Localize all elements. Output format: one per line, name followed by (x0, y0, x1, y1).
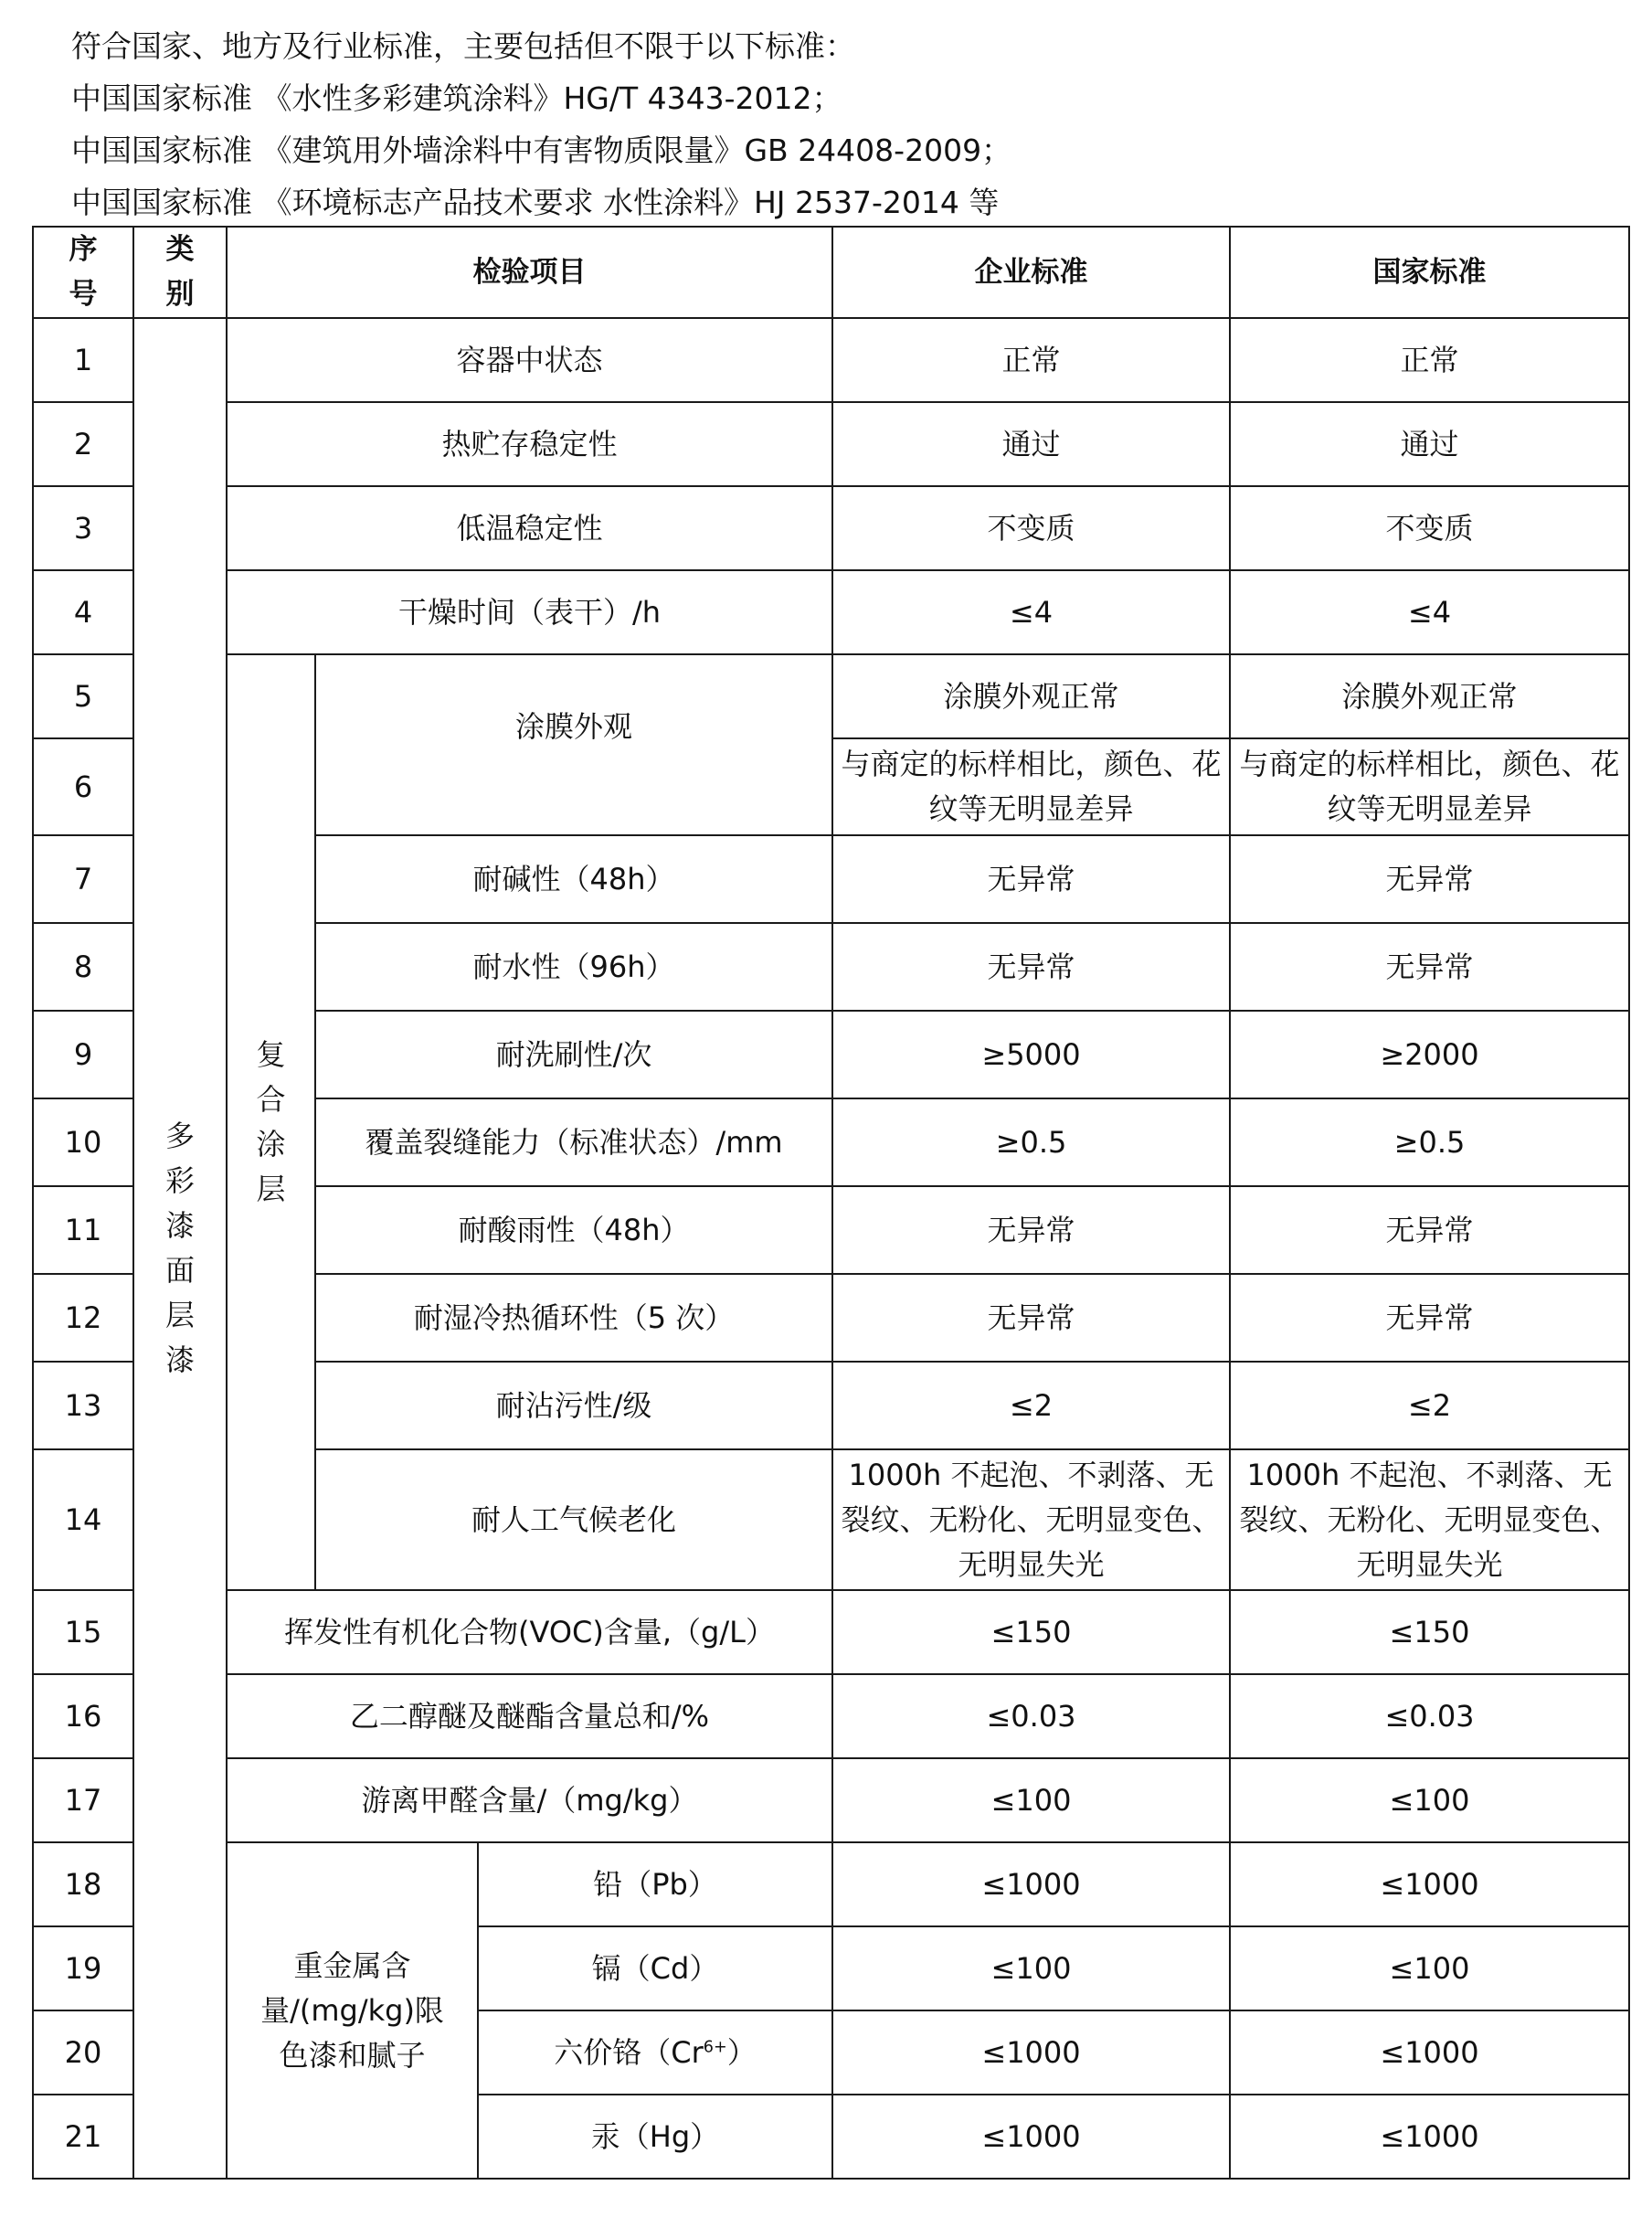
row-item: 汞（Hg） (478, 2095, 832, 2179)
table-row (33, 1590, 1629, 1674)
category-cell: 多彩漆面层漆 (133, 318, 227, 2179)
header-national: 国家标准 (1230, 227, 1629, 318)
row-enterprise: ≤1000 (832, 1842, 1230, 1926)
row-item: 耐酸雨性（48h） (315, 1186, 832, 1274)
item-text-tail: ） (726, 2034, 757, 2070)
composite-group-cell: 复合涂层 (227, 654, 315, 1590)
table-row (33, 570, 1629, 654)
intro-line: 中国国家标准 《水性多彩建筑涂料》HG/T 4343-2012； (71, 80, 842, 116)
row-no: 8 (33, 923, 133, 1011)
row-no: 9 (33, 1011, 133, 1098)
row-no: 5 (33, 654, 133, 738)
row-national: ≤4 (1230, 570, 1629, 654)
inspection-table (32, 226, 1630, 2180)
row-national: 无异常 (1230, 923, 1629, 1011)
row-no: 16 (33, 1674, 133, 1758)
row-item: 耐湿冷热循环性（5 次） (315, 1274, 832, 1362)
row-enterprise: ≤4 (832, 570, 1230, 654)
intro-line: 中国国家标准 《环境标志产品技术要求 水性涂料》HJ 2537-2014 等 (71, 185, 1000, 220)
header-item: 检验项目 (227, 227, 832, 318)
table-row (33, 1674, 1629, 1758)
row-item: 耐水性（96h） (315, 923, 832, 1011)
row-national: 不变质 (1230, 486, 1629, 570)
table-row (33, 402, 1629, 486)
row-national: 通过 (1230, 402, 1629, 486)
row-item: 覆盖裂缝能力（标准状态）/mm (315, 1098, 832, 1186)
row-no: 11 (33, 1186, 133, 1274)
row-item: 游离甲醛含量/（mg/kg） (227, 1758, 832, 1842)
row-national: ≤100 (1230, 1758, 1629, 1842)
item-text: 六价铬（Cr (554, 2034, 704, 2070)
row-item: 涂膜外观 (315, 654, 832, 835)
row-enterprise: ≤1000 (832, 2095, 1230, 2179)
row-item: 乙二醇醚及醚酯含量总和/% (227, 1674, 832, 1758)
row-no: 3 (33, 486, 133, 570)
row-national: ≤0.03 (1230, 1674, 1629, 1758)
row-item: 热贮存稳定性 (227, 402, 832, 486)
row-enterprise: 无异常 (832, 835, 1230, 923)
row-national: 1000h 不起泡、不剥落、无裂纹、无粉化、无明显变色、无明显失光 (1230, 1449, 1629, 1590)
row-no: 20 (33, 2010, 133, 2095)
row-national: 与商定的标样相比，颜色、花纹等无明显差异 (1230, 738, 1629, 835)
row-no: 18 (33, 1842, 133, 1926)
item-superscript: 6+ (703, 2037, 727, 2056)
row-national: ≥2000 (1230, 1011, 1629, 1098)
row-national: ≤100 (1230, 1926, 1629, 2010)
row-enterprise: ≤1000 (832, 2010, 1230, 2095)
row-item: 容器中状态 (227, 318, 832, 402)
row-item: 挥发性有机化合物(VOC)含量,（g/L） (227, 1590, 832, 1674)
row-no: 1 (33, 318, 133, 402)
table-row (33, 1758, 1629, 1842)
row-national: 无异常 (1230, 835, 1629, 923)
row-no: 15 (33, 1590, 133, 1674)
row-enterprise: 无异常 (832, 1274, 1230, 1362)
table-row (33, 1842, 1629, 1926)
row-enterprise: 通过 (832, 402, 1230, 486)
row-enterprise: 不变质 (832, 486, 1230, 570)
row-enterprise: 1000h 不起泡、不剥落、无裂纹、无粉化、无明显变色、无明显失光 (832, 1449, 1230, 1590)
row-no: 7 (33, 835, 133, 923)
header-enterprise: 企业标准 (832, 227, 1230, 318)
row-national: 无异常 (1230, 1186, 1629, 1274)
heavy-metal-group-cell: 重金属含量/(mg/kg)限色漆和腻子 (227, 1842, 478, 2179)
row-enterprise: 正常 (832, 318, 1230, 402)
row-item (478, 2010, 832, 2095)
row-national: ≤1000 (1230, 2095, 1629, 2179)
row-enterprise: 无异常 (832, 1186, 1230, 1274)
row-enterprise: 无异常 (832, 923, 1230, 1011)
row-national: 正常 (1230, 318, 1629, 402)
intro-line: 中国国家标准 《建筑用外墙涂料中有害物质限量》GB 24408-2009； (71, 133, 1012, 168)
row-national: ≤1000 (1230, 1842, 1629, 1926)
row-national: ≥0.5 (1230, 1098, 1629, 1186)
row-national: ≤150 (1230, 1590, 1629, 1674)
row-item: 耐碱性（48h） (315, 835, 832, 923)
intro-line: 符合国家、地方及行业标准，主要包括但不限于以下标准： (71, 28, 855, 64)
header-category: 类别 (133, 227, 227, 318)
row-enterprise: ≤2 (832, 1362, 1230, 1449)
header-seq: 序号 (33, 227, 133, 318)
standards-intro (71, 20, 1625, 228)
table-header-row (33, 227, 1629, 318)
row-enterprise: ≤100 (832, 1926, 1230, 2010)
row-item: 耐沾污性/级 (315, 1362, 832, 1449)
table-row (33, 654, 1629, 738)
row-item: 干燥时间（表干）/h (227, 570, 832, 654)
row-no: 21 (33, 2095, 133, 2179)
row-no: 12 (33, 1274, 133, 1362)
row-national: 涂膜外观正常 (1230, 654, 1629, 738)
row-item: 耐洗刷性/次 (315, 1011, 832, 1098)
row-no: 17 (33, 1758, 133, 1842)
row-no: 19 (33, 1926, 133, 2010)
row-no: 6 (33, 738, 133, 835)
row-no: 4 (33, 570, 133, 654)
row-enterprise: ≥0.5 (832, 1098, 1230, 1186)
row-no: 13 (33, 1362, 133, 1449)
row-enterprise: ≤100 (832, 1758, 1230, 1842)
row-enterprise: ≤150 (832, 1590, 1230, 1674)
table-row (33, 486, 1629, 570)
table-row (33, 318, 1629, 402)
row-item: 低温稳定性 (227, 486, 832, 570)
row-item: 铅（Pb） (478, 1842, 832, 1926)
row-no: 10 (33, 1098, 133, 1186)
row-item: 耐人工气候老化 (315, 1449, 832, 1590)
row-national: ≤1000 (1230, 2010, 1629, 2095)
row-no: 14 (33, 1449, 133, 1590)
row-national: ≤2 (1230, 1362, 1629, 1449)
row-no: 2 (33, 402, 133, 486)
row-national: 无异常 (1230, 1274, 1629, 1362)
row-enterprise: ≥5000 (832, 1011, 1230, 1098)
row-enterprise: ≤0.03 (832, 1674, 1230, 1758)
row-enterprise: 涂膜外观正常 (832, 654, 1230, 738)
row-item: 镉（Cd） (478, 1926, 832, 2010)
row-enterprise: 与商定的标样相比，颜色、花纹等无明显差异 (832, 738, 1230, 835)
